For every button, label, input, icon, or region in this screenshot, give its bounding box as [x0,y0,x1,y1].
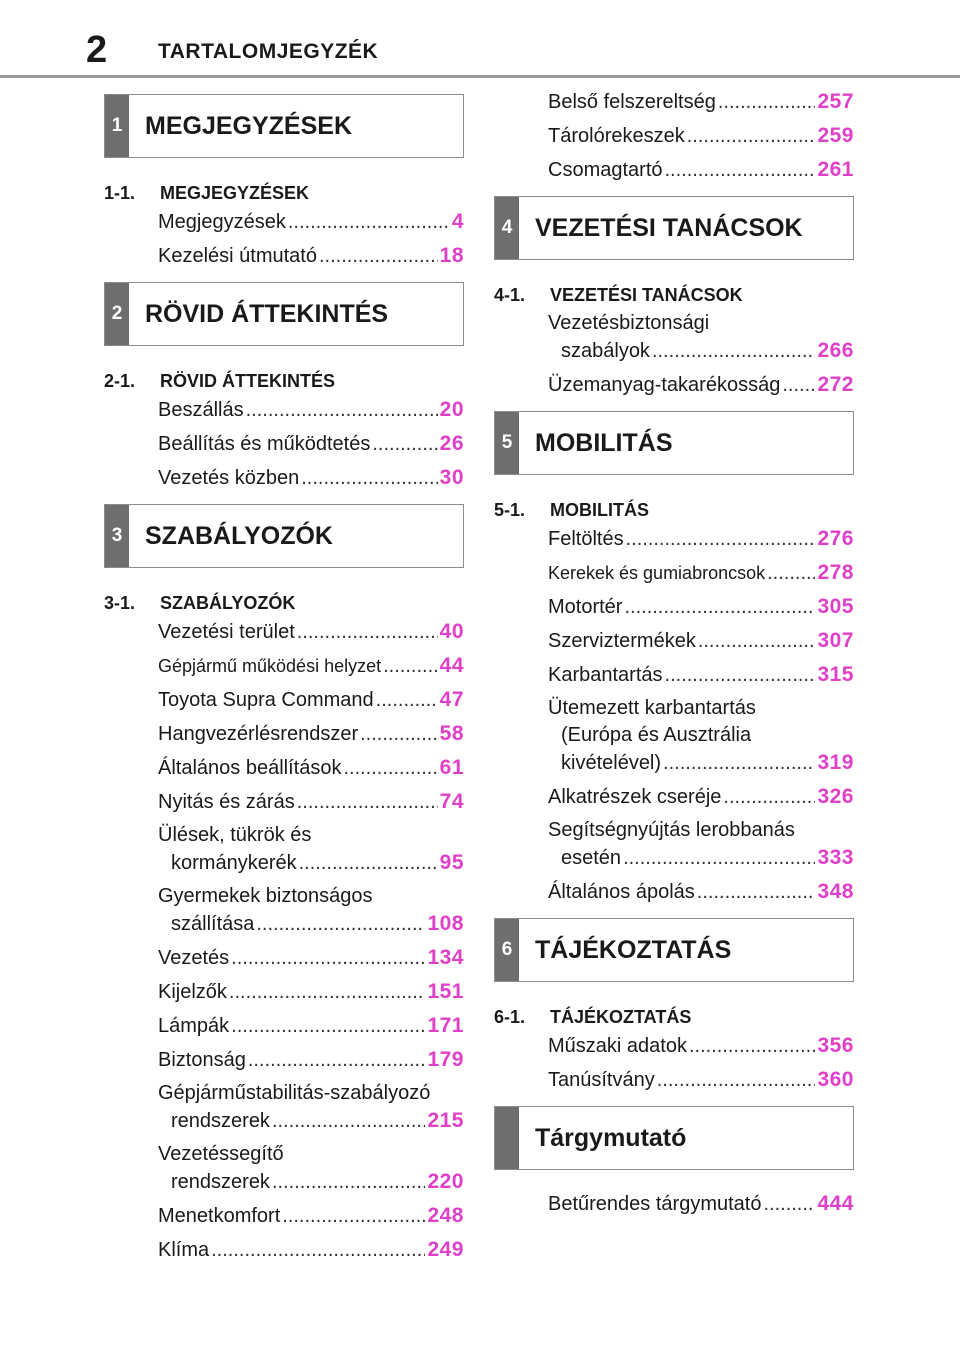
toc-entry[interactable] [548,1032,854,1060]
toc-page-number: 61 [439,756,464,779]
toc-page-number: 272 [817,373,854,396]
toc-entry-text: Karbantartás [548,664,663,686]
toc-entry-text-continued: esetén [561,847,622,869]
toc-page-number: 315 [817,663,854,686]
toc-entry-text: Nyitás és zárás [158,791,295,813]
toc-entry-text: Ülések, tükrök és [158,824,312,846]
toc-entry[interactable] [158,822,464,877]
subsection-title: MOBILITÁS [550,500,649,520]
leader-dots [763,1191,815,1218]
toc-column-left [104,82,464,1270]
toc-entry-text: Klíma [158,1239,210,1261]
toc-entry[interactable] [548,627,854,655]
subsection-heading [104,588,464,618]
toc-entry-text-continued: kormánykerék [171,852,297,874]
leader-dots [723,784,815,811]
page-header [0,0,960,80]
toc-entry-text: Tárolórekeszek [548,125,685,147]
leader-dots [256,911,425,938]
section-number-tab: 3 [105,505,129,567]
toc-entry[interactable] [158,1080,464,1135]
page-title: TARTALOMJEGYZÉK [158,40,379,63]
toc-page-number: 47 [439,688,464,711]
toc-entry-text: Gépjárműstabilitás-szabályozó [158,1082,431,1104]
toc-entry[interactable] [158,754,464,782]
toc-page-number: 215 [427,1109,464,1132]
toc-page-number: 220 [427,1170,464,1193]
toc-entry-text: Beállítás és működtetés [158,433,371,455]
toc-entry[interactable] [548,1190,854,1218]
leader-dots [687,123,816,150]
toc-page-number: 95 [439,851,464,874]
subsection-number: 2-1. [104,371,136,391]
toc-page-number: 444 [817,1192,854,1215]
leader-dots [360,721,438,748]
section-number-tab: 4 [495,197,519,259]
toc-entry-text: Hangvezérlésrendszer [158,723,359,745]
toc-entry-text: Vezetési terület [158,621,295,643]
toc-page-number: 58 [439,722,464,745]
toc-entry-text: Gyermekek biztonságos [158,885,373,907]
section-heading-4[interactable] [494,196,854,260]
toc-entry[interactable] [158,1202,464,1230]
leader-dots [372,431,437,458]
subsection-heading [494,495,854,525]
toc-page-number: 319 [817,751,854,774]
leader-dots [376,687,438,714]
leader-dots [698,628,816,655]
toc-entry-text: Alkatrészek cseréje [548,786,722,808]
toc-entry-text: Feltöltés [548,528,624,550]
leader-dots [697,879,816,906]
toc-page-number: 266 [817,339,854,362]
subsection-number: 6-1. [494,1007,526,1027]
toc-page-number: 326 [817,785,854,808]
toc-entry-text: Vezetés [158,947,230,969]
toc-entry[interactable] [548,88,854,116]
toc-entry-text: Üzemanyag-takarékosság [548,374,781,396]
leader-dots [663,750,815,777]
toc-entry[interactable] [158,720,464,748]
toc-entry-text-continued: rendszerek [171,1171,270,1193]
subsection-title: TÁJÉKOZTATÁS [550,1007,692,1027]
subsection-title: RÖVID ÁTTEKINTÉS [160,371,336,391]
subsection-number: 3-1. [104,593,136,613]
section-heading-6[interactable] [494,918,854,982]
leader-dots [299,850,438,877]
subsection-number: 1-1. [104,183,136,203]
toc-entry-text: Műszaki adatok [548,1035,687,1057]
toc-entry[interactable] [548,593,854,621]
toc-entry-text: Ütemezett karbantartás [548,697,756,719]
leader-dots [288,209,450,236]
subsection-number: 5-1. [494,500,526,520]
toc-entry[interactable] [158,208,464,236]
toc-entry-text: Általános beállítások [158,757,342,779]
leader-dots [272,1169,426,1196]
subsection-title: MEGJEGYZÉSEK [160,183,310,203]
toc-entry[interactable] [548,817,854,872]
toc-entry-text: Megjegyzések [158,211,286,233]
toc-entry[interactable] [548,156,854,184]
toc-column-right [494,82,854,1224]
toc-entry-text: Biztonság [158,1049,246,1071]
section-title: MOBILITÁS [535,429,673,457]
page-number: 2 [86,29,108,71]
section-heading-index[interactable] [494,1106,854,1170]
toc-entry-text: Kerekek és gumiabroncsok [548,563,766,583]
toc-page-number: 278 [817,561,854,584]
toc-entry-text: Szerviztermékek [548,630,696,652]
leader-dots [657,1067,816,1094]
toc-page-number: 20 [439,398,464,421]
leader-dots [782,372,815,399]
toc-entry-text: Segítségnyújtás lerobbanás [548,819,795,841]
toc-entry-text: Csomagtartó [548,159,663,181]
toc-entry[interactable] [548,783,854,811]
section-heading-1[interactable] [104,94,464,158]
leader-dots [665,157,816,184]
section-number-tab: 2 [105,283,129,345]
leader-dots [718,89,816,116]
toc-entry-text: Toyota Supra Command [158,689,374,711]
subsection-heading [494,1002,854,1032]
toc-entry[interactable] [158,686,464,714]
leader-dots [246,397,438,424]
toc-page-number: 151 [427,980,464,1003]
leader-dots [231,945,425,972]
toc-entry[interactable] [158,618,464,646]
leader-dots [623,845,815,872]
toc-page-number: 108 [427,912,464,935]
section-heading-5[interactable] [494,411,854,475]
toc-page-number: 179 [427,1048,464,1071]
leader-dots [319,243,438,270]
leader-dots [248,1047,426,1074]
toc-entry-text: Kezelési útmutató [158,245,317,267]
section-number-tab: 5 [495,412,519,474]
toc-page-number: 30 [439,466,464,489]
leader-dots [272,1108,426,1135]
toc-entry-text: Motortér [548,596,623,618]
toc-entry-text-continued: szabályok [561,340,650,362]
leader-dots [301,465,437,492]
toc-entry[interactable] [158,1012,464,1040]
toc-page-number: 333 [817,846,854,869]
subsection-number: 4-1. [494,285,526,305]
toc-page-number: 356 [817,1034,854,1057]
toc-entry[interactable] [158,242,464,270]
toc-entry[interactable] [158,652,464,680]
toc-page-number: 276 [817,527,854,550]
toc-entry-text: Betűrendes tárgymutató [548,1193,762,1215]
toc-page-number: 360 [817,1068,854,1091]
toc-page-number: 18 [439,244,464,267]
subsection-heading [494,280,854,310]
toc-entry[interactable] [158,978,464,1006]
toc-entry[interactable] [158,464,464,492]
toc-entry[interactable] [158,944,464,972]
toc-page-number: 249 [427,1238,464,1261]
toc-page-number: 305 [817,595,854,618]
leader-dots [297,619,438,646]
leader-dots [343,755,437,782]
leader-dots [689,1033,815,1060]
toc-entry-text: Belső felszereltség [548,91,716,113]
section-number-tab [495,1107,519,1169]
section-title: MEGJEGYZÉSEK [145,112,352,140]
toc-page-number: 26 [439,432,464,455]
leader-dots [383,653,438,680]
toc-entry-text: Általános ápolás [548,881,695,903]
toc-entry-text: Menetkomfort [158,1205,281,1227]
toc-entry-text-continued: rendszerek [171,1110,270,1132]
leader-dots [626,526,816,553]
section-title: RÖVID ÁTTEKINTÉS [145,300,389,328]
toc-entry[interactable] [548,1066,854,1094]
toc-entry[interactable] [548,695,854,777]
toc-entry[interactable] [158,788,464,816]
toc-entry[interactable] [548,559,854,587]
subsection-title: VEZETÉSI TANÁCSOK [550,285,743,305]
toc-entry[interactable] [548,661,854,689]
toc-entry-text: Vezetéssegítő [158,1143,284,1165]
toc-entry[interactable] [548,525,854,553]
toc-page-number: 44 [439,654,464,677]
leader-dots [229,979,426,1006]
toc-entry-text: Beszállás [158,399,244,421]
subsection-heading [104,178,464,208]
toc-page-number: 74 [439,790,464,813]
toc-page-number: 259 [817,124,854,147]
toc-entry-text: Vezetés közben [158,467,300,489]
toc-page-number: 40 [439,620,464,643]
toc-entry[interactable] [158,1046,464,1074]
subsection-title: SZABÁLYOZÓK [160,593,296,613]
toc-entry[interactable] [158,1236,464,1264]
section-title: SZABÁLYOZÓK [145,522,333,550]
toc-page-number: 4 [451,210,464,233]
section-heading-3[interactable] [104,504,464,568]
toc-entry[interactable] [548,371,854,399]
toc-entry-text: Kijelzők [158,981,227,1003]
leader-dots [624,594,815,621]
subsection-heading [104,366,464,396]
section-heading-2[interactable] [104,282,464,346]
toc-page-number: 261 [817,158,854,181]
toc-page-number: 348 [817,880,854,903]
toc-entry-text: Gépjármű működési helyzet [158,656,382,676]
toc-entry-text-continued: kivételével) [561,752,662,774]
toc-entry[interactable] [158,430,464,458]
leader-dots [665,662,816,689]
section-number-tab: 6 [495,919,519,981]
toc-entry[interactable] [158,883,464,938]
section-title: VEZETÉSI TANÁCSOK [535,214,803,242]
toc-page-number: 171 [427,1014,464,1037]
section-number-tab: 1 [105,95,129,157]
toc-page-number: 307 [817,629,854,652]
toc-page-number: 257 [817,90,854,113]
toc-entry[interactable] [158,396,464,424]
toc-entry[interactable] [548,122,854,150]
leader-dots [231,1013,425,1040]
toc-entry-text-continued: szállítása [171,913,255,935]
toc-page-number: 248 [427,1204,464,1227]
header-divider [0,75,960,78]
leader-dots [211,1237,425,1264]
section-title: Tárgymutató [535,1124,687,1152]
toc-entry[interactable] [158,1141,464,1196]
toc-entry-text: Vezetésbiztonsági [548,312,710,334]
leader-dots [652,338,816,365]
leader-dots [297,789,438,816]
toc-entry[interactable] [548,310,854,365]
toc-entry-text: Lámpák [158,1015,230,1037]
toc-entry-text-continued: (Európa és Ausztrália [561,724,752,746]
toc-entry[interactable] [548,878,854,906]
section-title: TÁJÉKOZTATÁS [535,936,732,964]
toc-page-number: 134 [427,946,464,969]
leader-dots [282,1203,425,1230]
toc-entry-text: Tanúsítvány [548,1069,655,1091]
leader-dots [767,560,815,587]
